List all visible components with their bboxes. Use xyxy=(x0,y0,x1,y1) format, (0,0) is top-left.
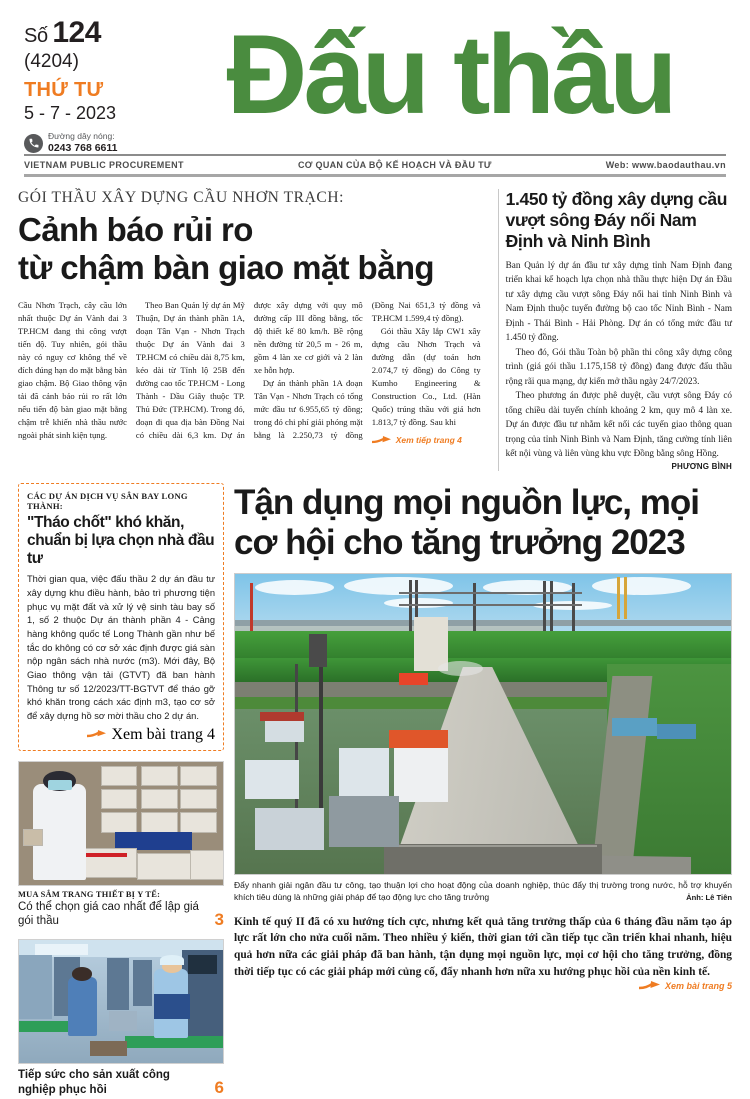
lead-see-more-link[interactable] xyxy=(372,434,481,447)
lead-see-more-label: Xem tiếp trang 4 xyxy=(395,435,462,446)
masthead-rule-bottom xyxy=(24,174,726,177)
issue-date: 5 - 7 - 2023 xyxy=(24,102,117,123)
issue-alt-number: (4204) xyxy=(24,51,79,72)
issue-weekday: THỨ TƯ xyxy=(24,78,104,101)
hotline-number: 0243 768 6611 xyxy=(48,142,118,155)
masthead-footer-right[interactable]: Web: www.baodauthau.vn xyxy=(605,160,726,170)
masthead-footer-left: VIETNAM PUBLIC PROCUREMENT xyxy=(24,160,184,170)
feature-headline[interactable]: Tận dụng mọi nguồn lực, mọi cơ hội cho tăng trưởng 2023 xyxy=(234,482,699,562)
arrow-right-icon xyxy=(372,436,392,445)
top-section xyxy=(18,189,732,471)
lead-article-kicker: GÓI THẦU XÂY DỰNG CẦU NHƠN TRẠCH: xyxy=(18,188,345,206)
teaser-caption xyxy=(18,890,224,929)
side-paragraph: Theo đó, Gói thầu Toàn bộ phần thi công xây dựng công trình (giá gói thầu 1.175,158 tỷ đồng) đang được đấu thầu rộng rãi qua mạng, dự kiến mở thầu ngày 24/7/2023. xyxy=(505,346,732,386)
masthead xyxy=(18,0,732,155)
teaser-page-number: 6 xyxy=(214,1078,224,1098)
promo-body: Thời gian qua, việc đấu thầu 2 dự án đầu tư xây dựng khu điều hành, bảo trì phương tiện phục vụ mặt đất và xử lý vệ sinh tàu bay số 1, số 2 thuộc Dự án thành phần 4 - Cảng hàng không quốc tế Long Thành gần như bế tắc do không có cơ sở xác định được giá sàn nộp ngân sách nhà nước (m3). Mới đây, Bộ Giao thông vận tải (GTVT) đã ban hành Thông tư số 12/2023/TT-BGTVT để tháo gỡ khó khăn trong cách xác định m3, tạo cơ sở để xây dựng hồ sơ mời thầu cho 2 dự án. xyxy=(27,574,215,721)
vertical-divider xyxy=(498,189,499,471)
feature-photo-credit: Ảnh: Lê Tiên xyxy=(686,892,732,902)
teaser-medical[interactable] xyxy=(18,761,224,929)
masthead-logo xyxy=(168,12,732,137)
masthead-footer xyxy=(18,156,732,174)
feature-caption: Đẩy nhanh giải ngân đầu tư công, tạo thuận lợi cho hoạt động của doanh nghiệp, thúc đẩy thị trường trong nước, hỗ trợ khuyến khích tiêu dùng là những giải pháp để tạo động lực cho tăng trưởng xyxy=(234,879,732,902)
hotline-label: Đường dây nóng: xyxy=(48,131,115,142)
lead-article[interactable] xyxy=(18,189,491,471)
promo-article-box[interactable] xyxy=(18,483,224,751)
side-article[interactable] xyxy=(506,189,732,471)
issue-number-line xyxy=(24,18,168,48)
left-sidebar xyxy=(18,483,224,1097)
medical-supply-storage-photo xyxy=(18,761,224,886)
industrial-factory-workers-photo xyxy=(18,939,224,1064)
lead-article-headline[interactable] xyxy=(18,211,481,288)
issue-number: 124 xyxy=(52,16,101,49)
teaser-caption xyxy=(18,1068,224,1097)
feature-article[interactable] xyxy=(224,483,732,1097)
aerial-bridge-construction-photo xyxy=(234,573,732,875)
newspaper-title: Đấu thầu xyxy=(226,12,674,137)
lead-paragraph: Theo Ban Quản lý dự án Mỹ Thuận, Dự án thành phần 1A, đoạn Tân Vạn - Nhơn Trạch thuộc Dự án Vành đai 3 TP.HCM có chiều dài 8,75 km, kéo dài từ Tỉnh lộ 25B đến đường cao tốc TP.HCM - Long Thành - Dầu Giây thuộc TP. Thủ Đức (TP.HCM). Trong đó, đoạn đi qua địa bàn Đồng Nai có chiều dài 6,3 km. Dự án được xây dựng với quy mô đường cấp III đồng bằng, tốc độ thiết kế 80 km/h. Bề rộng nền đường từ 20,5 m - 26 m, gồm 4 làn xe cơ giới và 2 làn xe hỗn hợp. xyxy=(135,299,363,441)
promo-see-more-label: Xem bài trang 4 xyxy=(111,725,215,743)
side-article-headline[interactable]: 1.450 tỷ đồng xây dựng cầu vượt sông Đáy nối Nam Định và Ninh Bình xyxy=(505,188,728,251)
lead-paragraph: Gói thầu Xây lắp CW1 xây dựng cầu Nhơn Trạch và đường dẫn (dự toán hơn 2.074,7 tỷ đồng) do Công ty Kumho Engineering & Construction Co., Ltd. (Hàn Quốc) trúng thầu với giá hơn 1.813,7 tỷ đồng. Sau khi xyxy=(371,325,481,428)
feature-see-more-label: Xem bài trang 5 xyxy=(664,981,732,992)
promo-kicker: CÁC DỰ ÁN DỊCH VỤ SÂN BAY LONG THÀNH: xyxy=(27,490,188,511)
side-article-body xyxy=(506,258,732,461)
teaser-page-number: 3 xyxy=(214,909,224,929)
feature-lead-text: Kinh tế quý II đã có xu hướng tích cực, nhưng kết quả tăng trưởng thấp của 6 tháng đầu năm tạo áp lực rất lớn cho nửa cuối năm. Theo nhiều ý kiến, thời gian tới cần tiếp tục cần triển khai nhanh, hiệu quả hơn nữa các giải pháp đã ban hành, tận dụng mọi nguồn lực, mọi cơ hội cho tăng trưởng, đồng thời tiếp tục có các giải pháp mới củng cố, đẩy nhanh hơn nữa xu hướng phục hồi của nền kinh tế. xyxy=(234,915,732,978)
teaser-title[interactable]: Tiếp sức cho sản xuất công nghiệp phục hồi xyxy=(18,1068,170,1096)
promo-see-more-link[interactable] xyxy=(27,726,215,744)
side-article-byline: PHƯƠNG BÌNH xyxy=(671,461,732,471)
teaser-industry[interactable] xyxy=(18,939,224,1097)
mid-section xyxy=(18,483,732,1097)
phone-icon xyxy=(24,134,43,153)
feature-see-more-link[interactable] xyxy=(234,981,732,991)
arrow-right-icon xyxy=(87,730,107,739)
masthead-issue-block xyxy=(18,18,168,154)
issue-label: Số xyxy=(24,25,48,47)
promo-headline[interactable]: "Tháo chốt" khó khăn, chuẩn bị lựa chọn nhà đầu tư xyxy=(27,513,215,568)
hotline[interactable] xyxy=(24,132,168,154)
masthead-footer-middle: CƠ QUAN CỦA BỘ KẾ HOẠCH VÀ ĐẦU TƯ xyxy=(297,160,492,170)
lead-headline-line2: từ chậm bàn giao mặt bằng xyxy=(18,249,434,287)
lead-paragraph: Cầu Nhơn Trạch, cây cầu lớn nhất thuộc Dự án Vành đai 3 TP.HCM đang thi công vượt tiến độ. Tuy nhiên, gói thầu này có nguy cơ không thể về đích đúng hạn do mặt bằng bàn giao chậm. Bộ Giao thông vận tải đã cảnh báo rủi ro rất lớn nếu tiến độ bàn giao mặt bằng chậm trễ khiến nhà thầu nước ngoài phát sinh kiện tụng. xyxy=(18,299,127,441)
arrow-right-icon xyxy=(639,981,661,991)
teaser-kicker: MUA SẮM TRANG THIẾT BỊ Y TẾ: xyxy=(18,889,161,899)
side-paragraph: Ban Quản lý dự án đầu tư xây dựng tỉnh Nam Định đang triển khai kế hoạch lựa chọn nhà thầu thực hiện Dự án Đầu tư xây dựng cầu vượt sông Đáy nối hai tỉnh Ninh Bình và Nam Định thuộc tuyến đường bộ cao tốc Ninh Bình - Nam Định - Thái Bình - Hải Phòng. Dự án có tổng mức đầu tư 1.450 tỷ đồng. xyxy=(505,259,732,343)
lead-paragraph: Dự án thành phần 1A đoạn Tân Vạn - Nhơn Trạch có tổng mức đầu tư 6.955,65 tỷ đồng; trong đó chi phí giải phóng mặt bằng là 2.250,73 tỷ đồng (Đồng Nai 651,3 tỷ đồng và TP.HCM 1.599,4 tỷ đồng). xyxy=(253,299,481,441)
side-paragraph: Theo phương án được phê duyệt, cầu vượt sông Đáy có tổng chiều dài tuyến chính khoảng 2 km, quy mô 4 làn xe. Dự án được đầu tư nhằm kết nối các tuyến giao thông quan trọng của tỉnh Ninh Bình và Nam Định, tăng cường tính liên kết nội vùng và liên vùng khu vực Đồng bằng sông Hồng. xyxy=(505,390,732,459)
lead-article-body xyxy=(18,299,481,448)
teaser-title[interactable]: Có thể chọn giá cao nhất để lập giá gói thầu xyxy=(18,900,199,928)
hotline-text xyxy=(48,132,118,154)
lead-headline-line1: Cảnh báo rủi ro xyxy=(18,211,253,249)
